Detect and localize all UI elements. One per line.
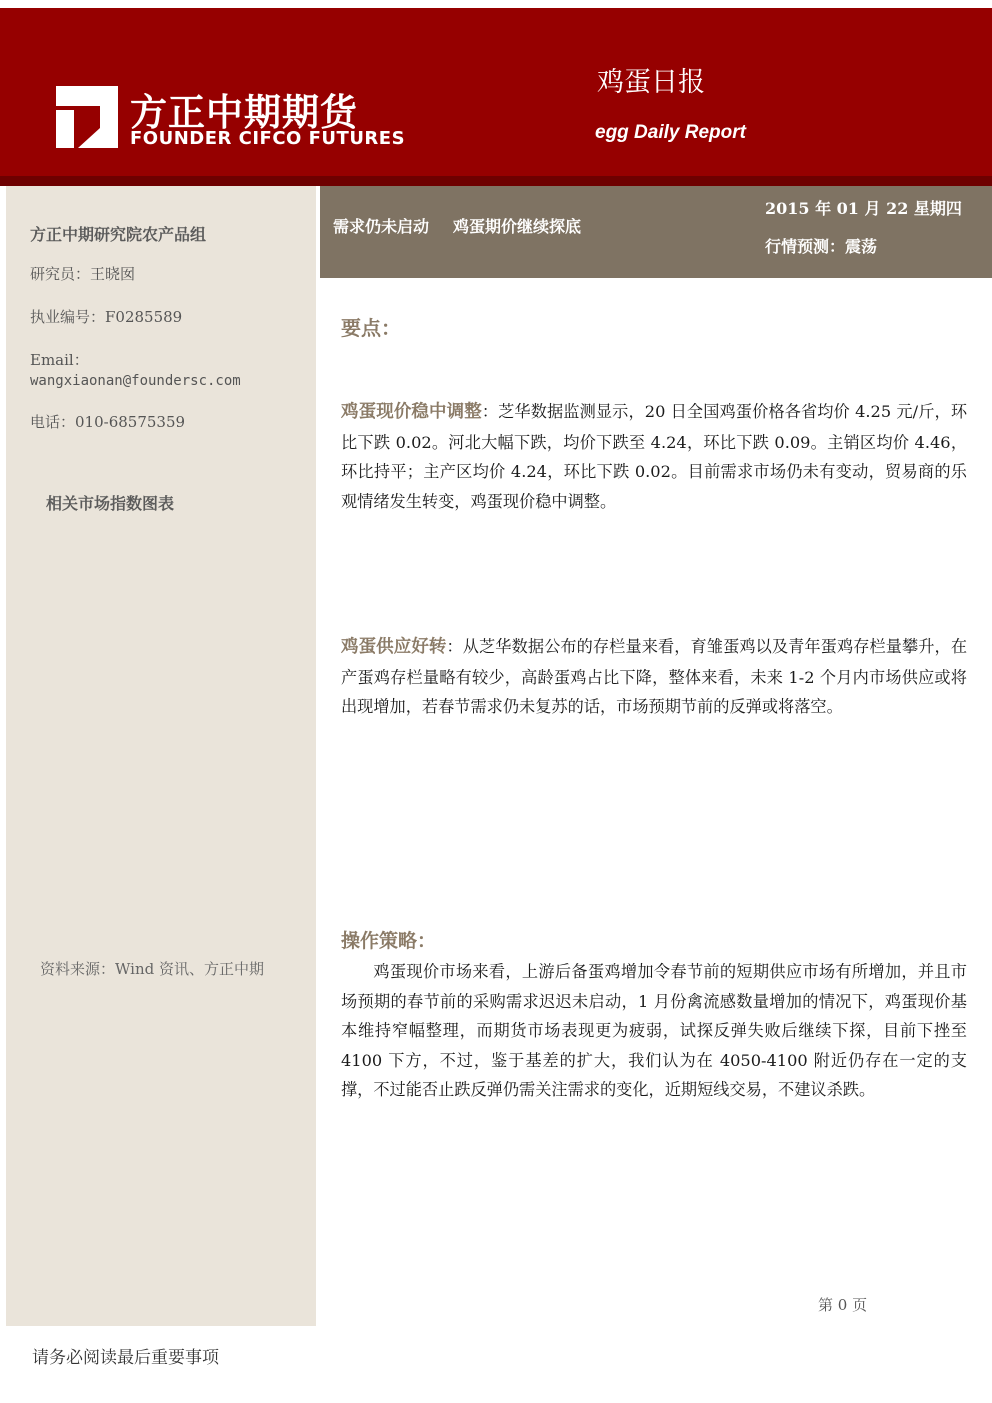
logo-text-cn: 方正中期期货 bbox=[130, 91, 358, 134]
page-number: 第 0 页 bbox=[818, 1296, 868, 1314]
paragraph-text: ：从芝华数据公布的存栏量来看，育雏蛋鸡以及青年蛋鸡存栏量攀升，在产蛋鸡存栏量略有较少，高龄蛋鸡占比下降，整体来看，未来 1-2 个月内市场供应或将出现增加，若春节需求仍未复苏的话，市场预期节前的反弹或将落空。 bbox=[341, 637, 968, 716]
sidebar-researcher: 研究员：王晓囡 bbox=[30, 265, 136, 283]
headline-2: 鸡蛋期价继续探底 bbox=[453, 217, 582, 236]
logo-text-en: FOUNDER CIFCO FUTURES bbox=[130, 128, 406, 149]
strategy-paragraph: 鸡蛋现价市场来看，上游后备蛋鸡增加令春节前的短期供应市场有所增加，并且市场预期的春节前的采购需求迟迟未启动，1 月份禽流感数量增加的情况下，鸡蛋现价基本维持窄幅整理，而期货市场表现更为疲弱，试探反弹失败后继续下探，目前下挫至 4100 下方，不过，鉴于基差的扩大，我们认为在 4050-4100 附近仍存在一定的支撑，不过能否止跌反弹仍需关注需求的变化，近期短线交易，不建议杀跌。 bbox=[341, 962, 967, 1099]
sidebar-org: 方正中期研究院农产品组 bbox=[30, 225, 207, 244]
sidebar-phone: 电话：010-68575359 bbox=[30, 413, 186, 431]
paragraph-text: ：芝华数据监测显示，20 日全国鸡蛋价格各省均价 4.25 元/斤，环比下跌 0.02。河北大幅下跌，均价下跌至 4.24，环比下跌 0.09。主销区均价 4.46，环比持平；主产区均价 4.24，环比下跌 0.02。目前需求市场仍未有变动，贸易商的乐观情绪发生转变，鸡蛋现价稳中调整。 bbox=[341, 402, 968, 511]
sidebar-license: 执业编号：F0285589 bbox=[30, 308, 183, 326]
strategy-heading: 操作策略： bbox=[341, 930, 437, 952]
paragraph-spot-price bbox=[341, 397, 967, 516]
paragraph-lead: 鸡蛋现价稳中调整 bbox=[341, 402, 482, 422]
sidebar-email-label: Email： bbox=[30, 351, 89, 369]
company-logo-icon bbox=[56, 86, 118, 148]
headline-1: 需求仍未启动 bbox=[333, 217, 430, 236]
sidebar-related-charts: 相关市场指数图表 bbox=[46, 494, 175, 513]
report-title-cn: 鸡蛋日报 bbox=[597, 67, 705, 98]
paragraph-supply bbox=[341, 632, 967, 722]
sidebar-source: 资料来源：Wind 资讯、方正中期 bbox=[40, 960, 264, 978]
key-points-heading: 要点： bbox=[341, 316, 401, 340]
paragraph-lead: 鸡蛋供应好转 bbox=[341, 637, 447, 657]
report-title-en: egg Daily Report bbox=[595, 122, 746, 143]
footer-notice: 请务必阅读最后重要事项 bbox=[32, 1348, 219, 1368]
market-forecast: 行情预测：震荡 bbox=[765, 237, 878, 256]
header-divider bbox=[0, 176, 992, 186]
sidebar-email[interactable]: wangxiaonan@foundersc.com bbox=[30, 373, 241, 389]
band-headline bbox=[333, 214, 605, 237]
report-date: 2015 年 01 月 22 星期四 bbox=[765, 199, 962, 218]
